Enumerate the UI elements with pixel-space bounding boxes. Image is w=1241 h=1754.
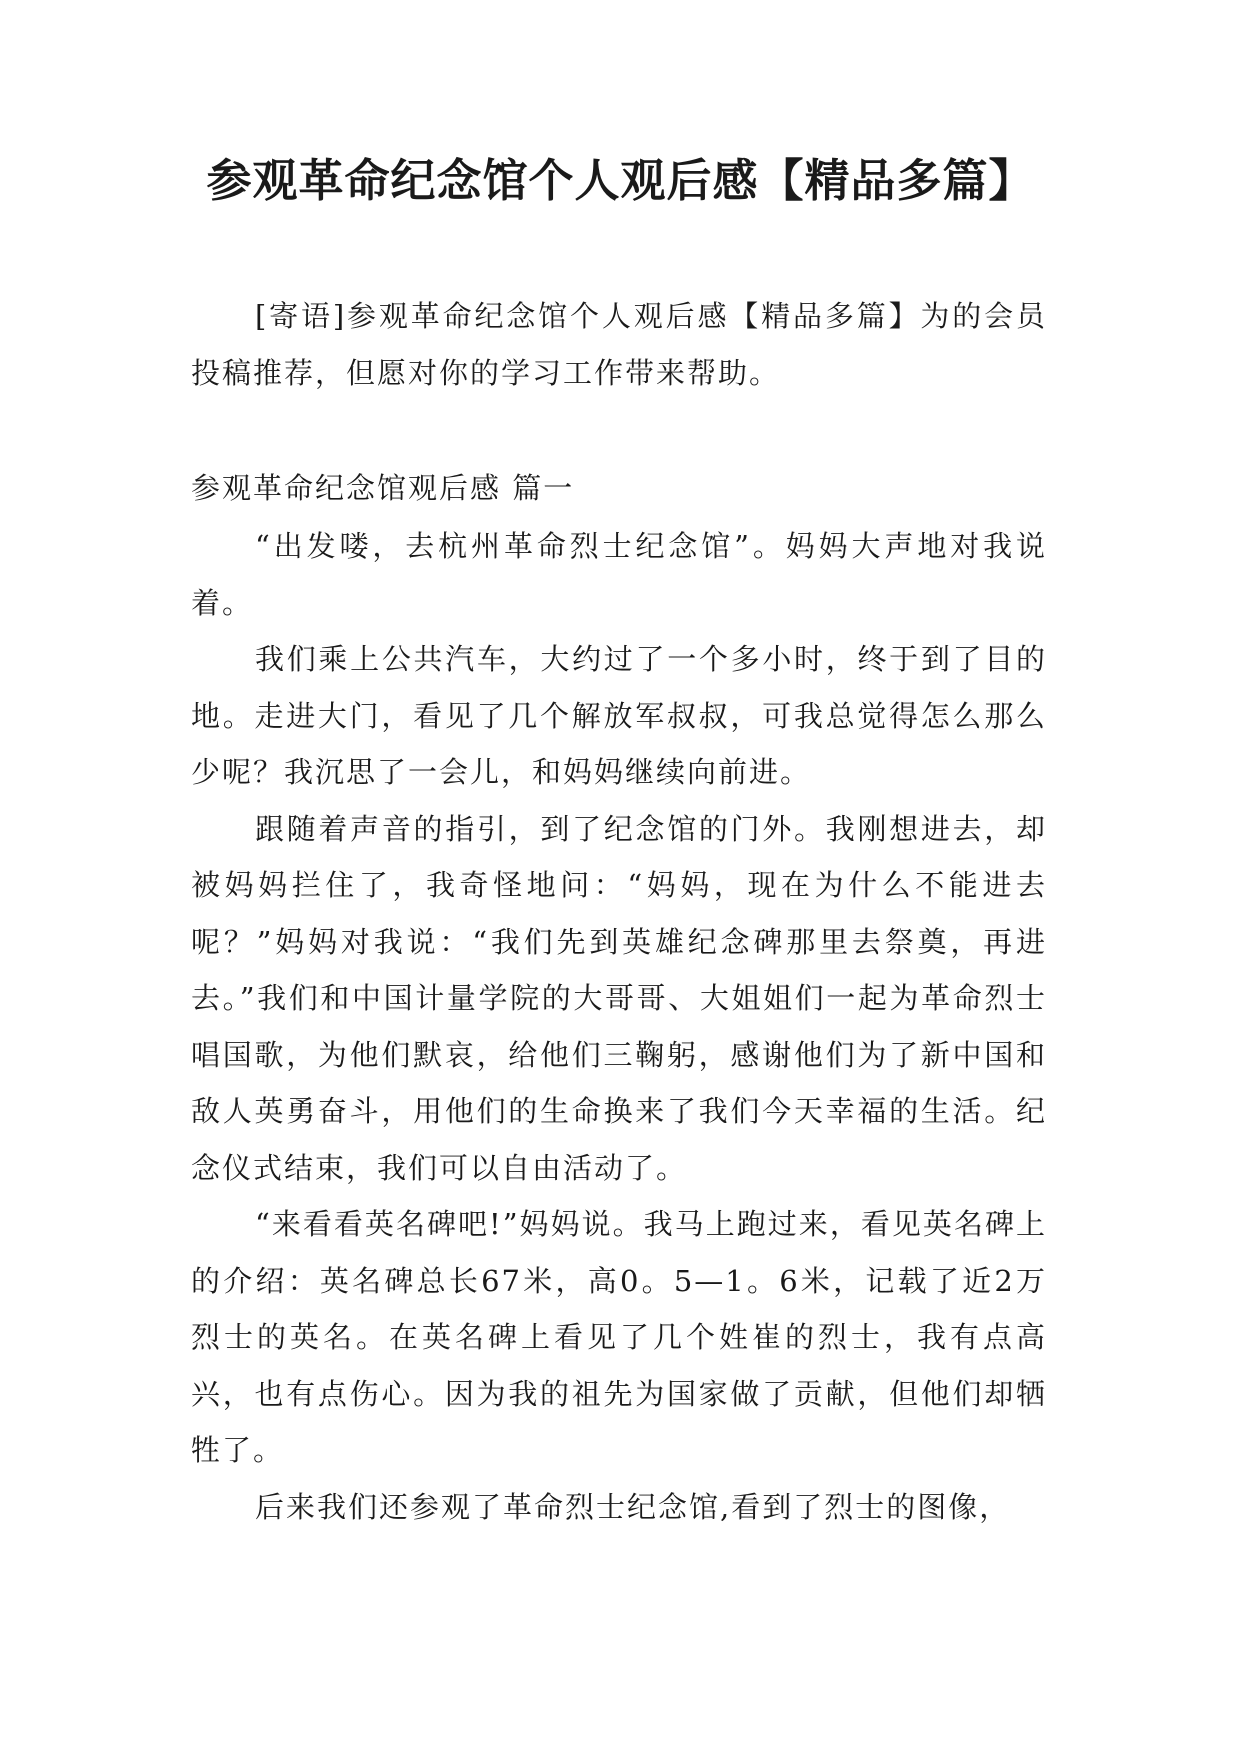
body-paragraph: 后来我们还参观了革命烈士纪念馆,看到了烈士的图像， xyxy=(255,1489,1011,1524)
article-body xyxy=(191,518,1047,1535)
intro-paragraph: [寄语]参观革命纪念馆个人观后感【精品多篇】为的会员投稿推荐，但愿对你的学习工作带来帮助。 xyxy=(191,299,1047,390)
body-paragraph: “来看看英名碑吧!”妈妈说。我马上跑过来，看见英名碑上的介绍：英名碑总长67米，高0。5—1。6米，记载了近2万烈士的英名。在英名碑上看见了几个姓崔的烈士，我有点高兴，也有点伤心。因为我的祖先为国家做了贡献，但他们却牺牲了。 xyxy=(191,1207,1047,1467)
document-title: 参观革命纪念馆个人观后感【精品多篇】 xyxy=(206,154,1035,207)
body-paragraph: 跟随着声音的指引，到了纪念馆的门外。我刚想进去，却被妈妈拦住了，我奇怪地问：“妈妈，现在为什么不能进去呢？”妈妈对我说：“我们先到英雄纪念碑那里去祭奠，再进去。”我们和中国计量学院的大哥哥、大姐姐们一起为革命烈士唱国歌，为他们默哀，给他们三鞠躬，感谢他们为了新中国和敌人英勇奋斗，用他们的生命换来了我们今天幸福的生活。纪念仪式结束，我们可以自由活动了。 xyxy=(191,811,1047,1185)
body-paragraph: “出发喽，去杭州革命烈士纪念馆”。妈妈大声地对我说着。 xyxy=(191,529,1047,620)
body-paragraph: 我们乘上公共汽车，大约过了一个多小时，终于到了目的地。走进大门，看见了几个解放军叔叔，可我总觉得怎么那么少呢？我沉思了一会儿，和妈妈继续向前进。 xyxy=(191,642,1047,789)
section-heading: 参观革命纪念馆观后感 篇一 xyxy=(191,471,575,505)
